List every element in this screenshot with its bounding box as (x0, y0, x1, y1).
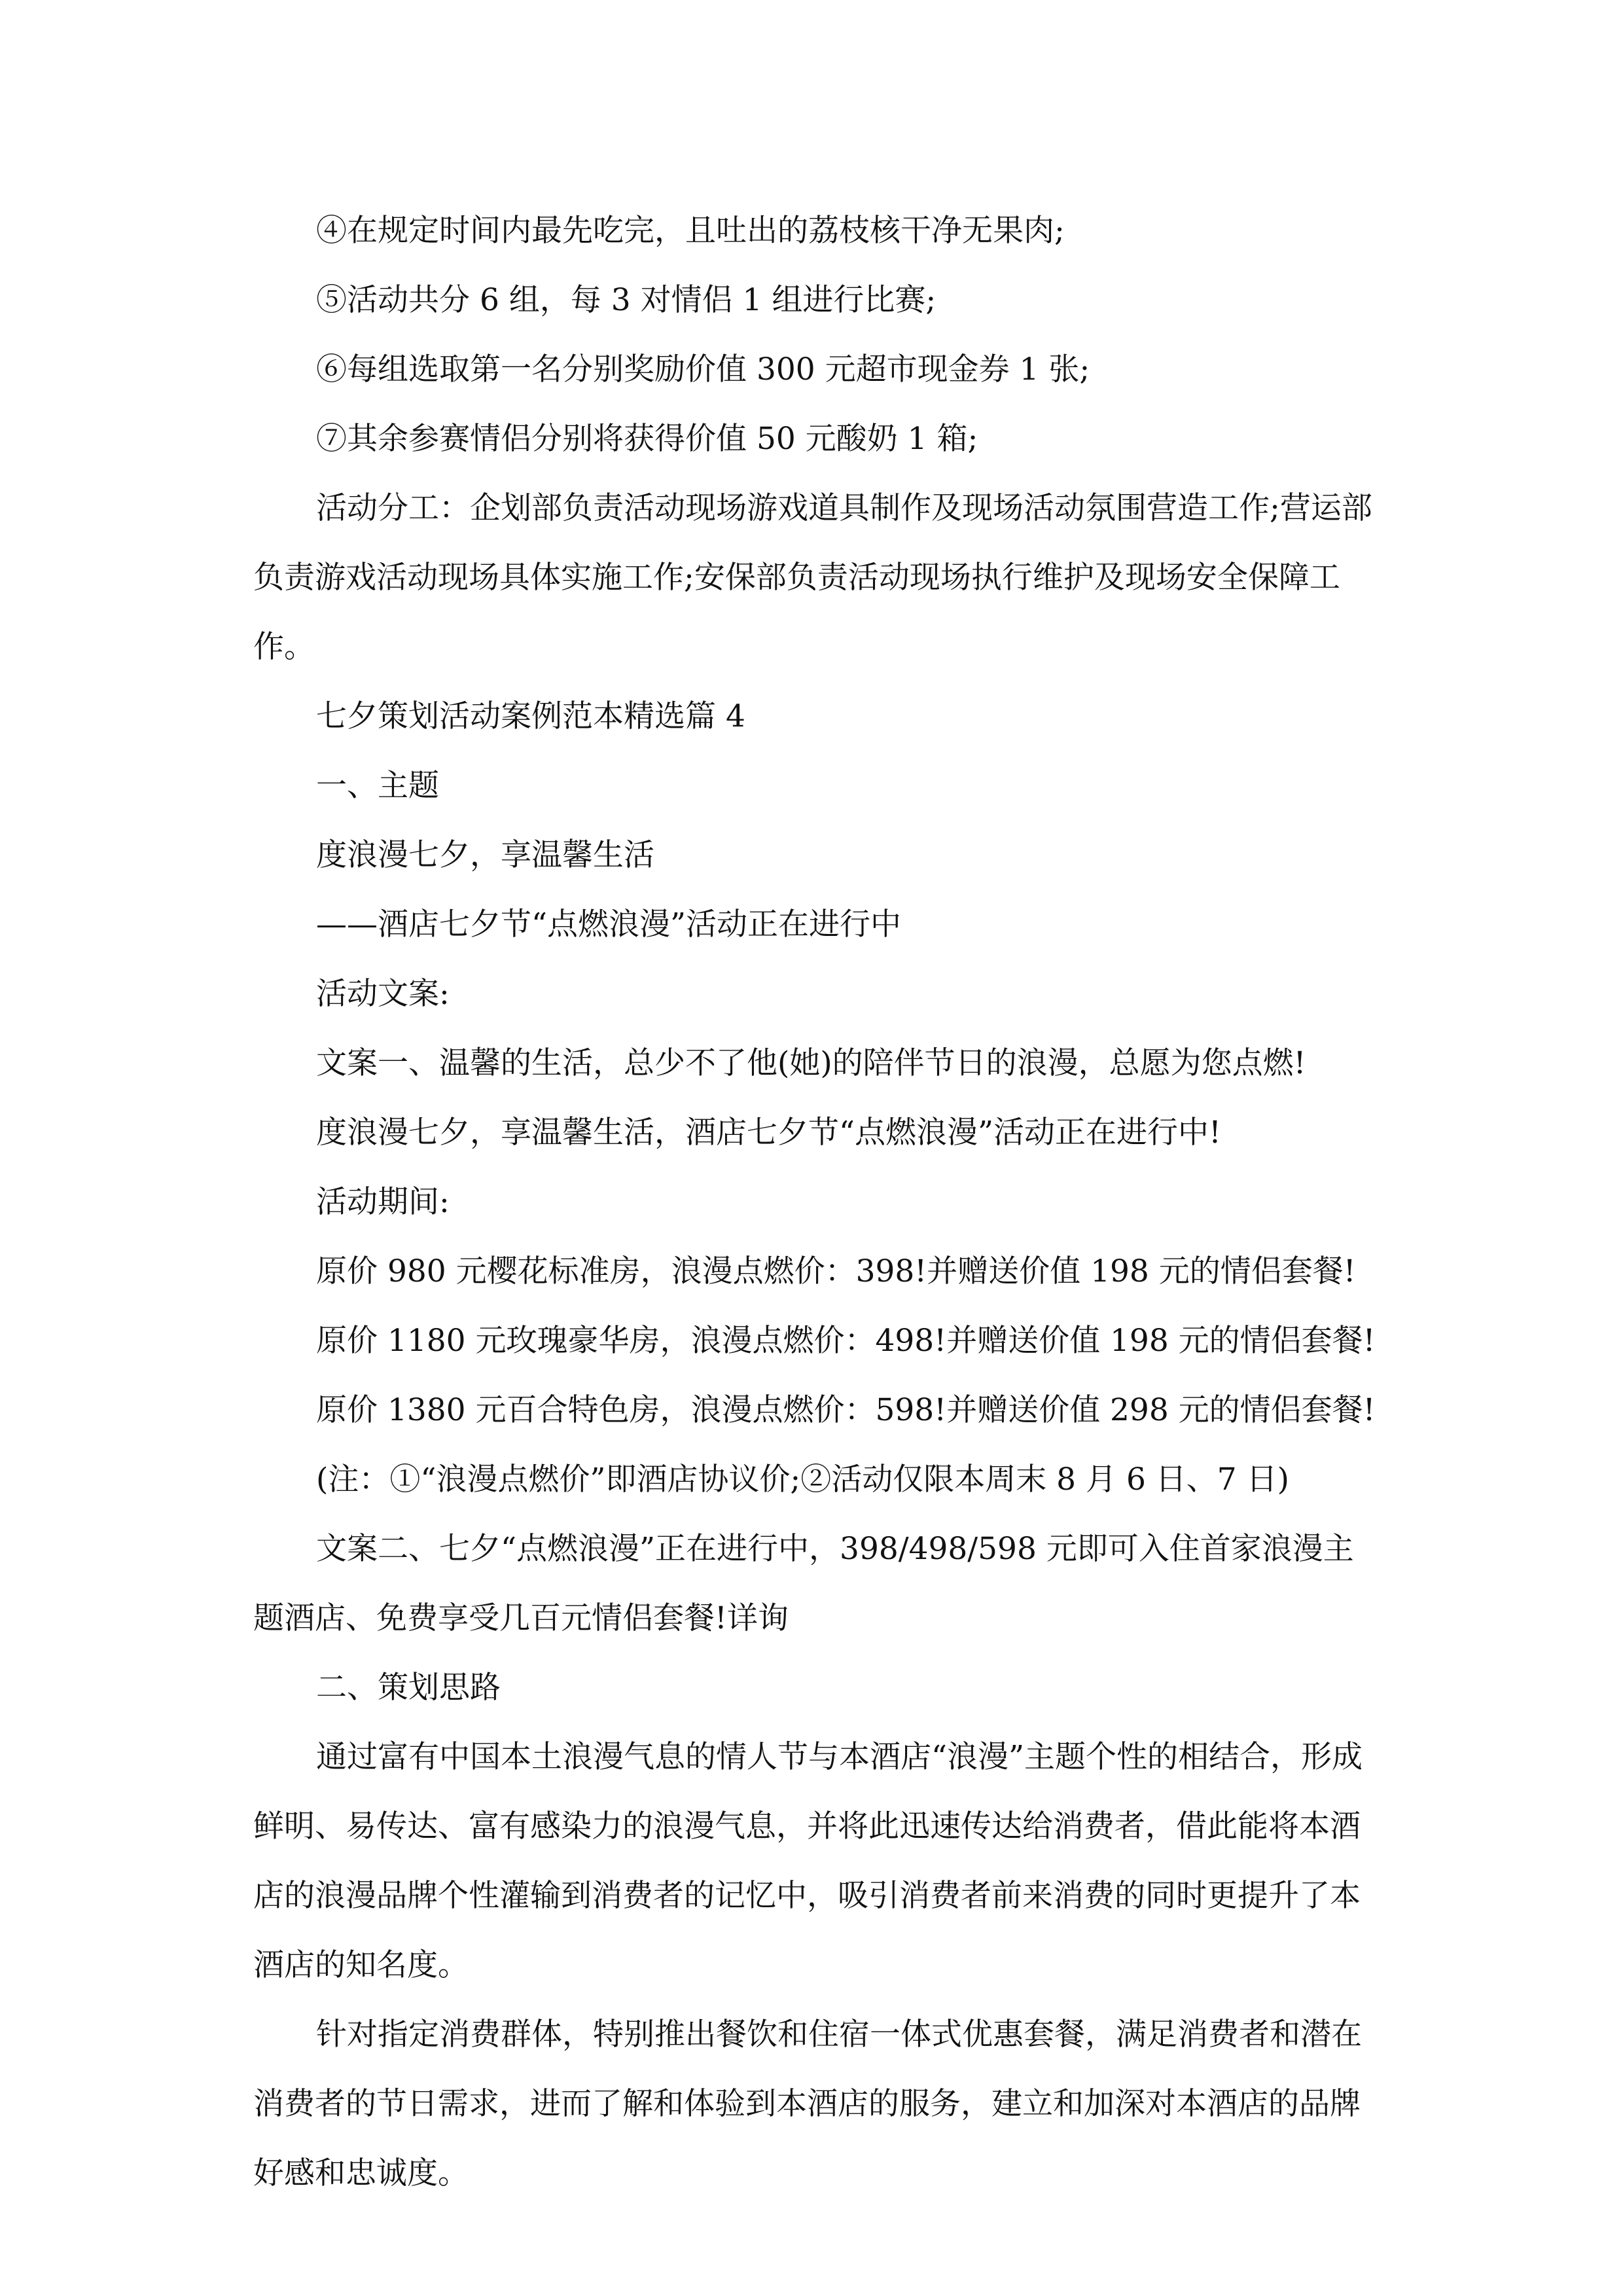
copy-label: 活动文案: (316, 976, 450, 1012)
period-label: 活动期间: (316, 1184, 450, 1220)
copy-one-line-1: 文案一、温馨的生活，总少不了他(她)的陪伴节日的浪漫，总愿为您点燃! (316, 1045, 1306, 1081)
offer-standard-room: 原价 980 元樱花标准房，浪漫点燃价：398!并赠送价值 198 元的情侣套餐! (316, 1253, 1356, 1289)
rule-item-7: ⑦其余参赛情侣分别将获得价值 50 元酸奶 1 箱; (316, 421, 978, 457)
theme-subtitle: ——酒店七夕节“点燃浪漫”活动正在进行中 (316, 906, 902, 942)
planning-paragraph-2: 针对指定消费群体，特别推出餐饮和住宿一体式优惠套餐，满足消费者和潜在消费者的节日需求，进而了解和体验到本酒店的服务，建立和加深对本酒店的品牌好感和忠诚度。 (253, 2017, 1362, 2191)
offer-note: (注：①“浪漫点燃价”即酒店协议价;②活动仅限本周末 8 月 6 日、7 日) (316, 1462, 1289, 1498)
document-body (253, 196, 1379, 2208)
heading-planning-idea: 二、策划思路 (316, 1670, 501, 1706)
copy-one-line-2: 度浪漫七夕，享温馨生活，酒店七夕节“点燃浪漫”活动正在进行中! (316, 1115, 1221, 1151)
rule-item-6: ⑥每组选取第一名分别奖励价值 300 元超市现金券 1 张; (316, 351, 1090, 387)
rule-item-5: ⑤活动共分 6 组，每 3 对情侣 1 组进行比赛; (316, 282, 936, 318)
offer-special-room: 原价 1380 元百合特色房，浪漫点燃价：598!并赠送价值 298 元的情侣套餐! (316, 1392, 1376, 1428)
copy-two-paragraph: 文案二、七夕“点燃浪漫”正在进行中，398/498/598 元即可入住首家浪漫主题酒店、免费享受几百元情侣套餐!详询 (253, 1531, 1354, 1636)
offer-deluxe-room: 原价 1180 元玫瑰豪华房，浪漫点燃价：498!并赠送价值 198 元的情侣套餐! (316, 1323, 1376, 1359)
activity-division-paragraph: 活动分工：企划部负责活动现场游戏道具制作及现场活动氛围营造工作;营运部负责游戏活动现场具体实施工作;安保部负责活动现场执行维护及现场安全保障工作。 (253, 490, 1372, 665)
heading-theme: 一、主题 (316, 768, 439, 804)
theme-slogan: 度浪漫七夕，享温馨生活 (316, 837, 654, 873)
section-title-part-4: 七夕策划活动案例范本精选篇 4 (316, 698, 745, 734)
planning-paragraph-1: 通过富有中国本土浪漫气息的情人节与本酒店“浪漫”主题个性的相结合，形成鲜明、易传达、富有感染力的浪漫气息，并将此迅速传达给消费者，借此能将本酒店的浪漫品牌个性灌输到消费者的记忆中，吸引消费者前来消费的同时更提升了本酒店的知名度。 (253, 1739, 1363, 1983)
rule-item-4: ④在规定时间内最先吃完，且吐出的荔枝核干净无果肉; (316, 213, 1065, 249)
